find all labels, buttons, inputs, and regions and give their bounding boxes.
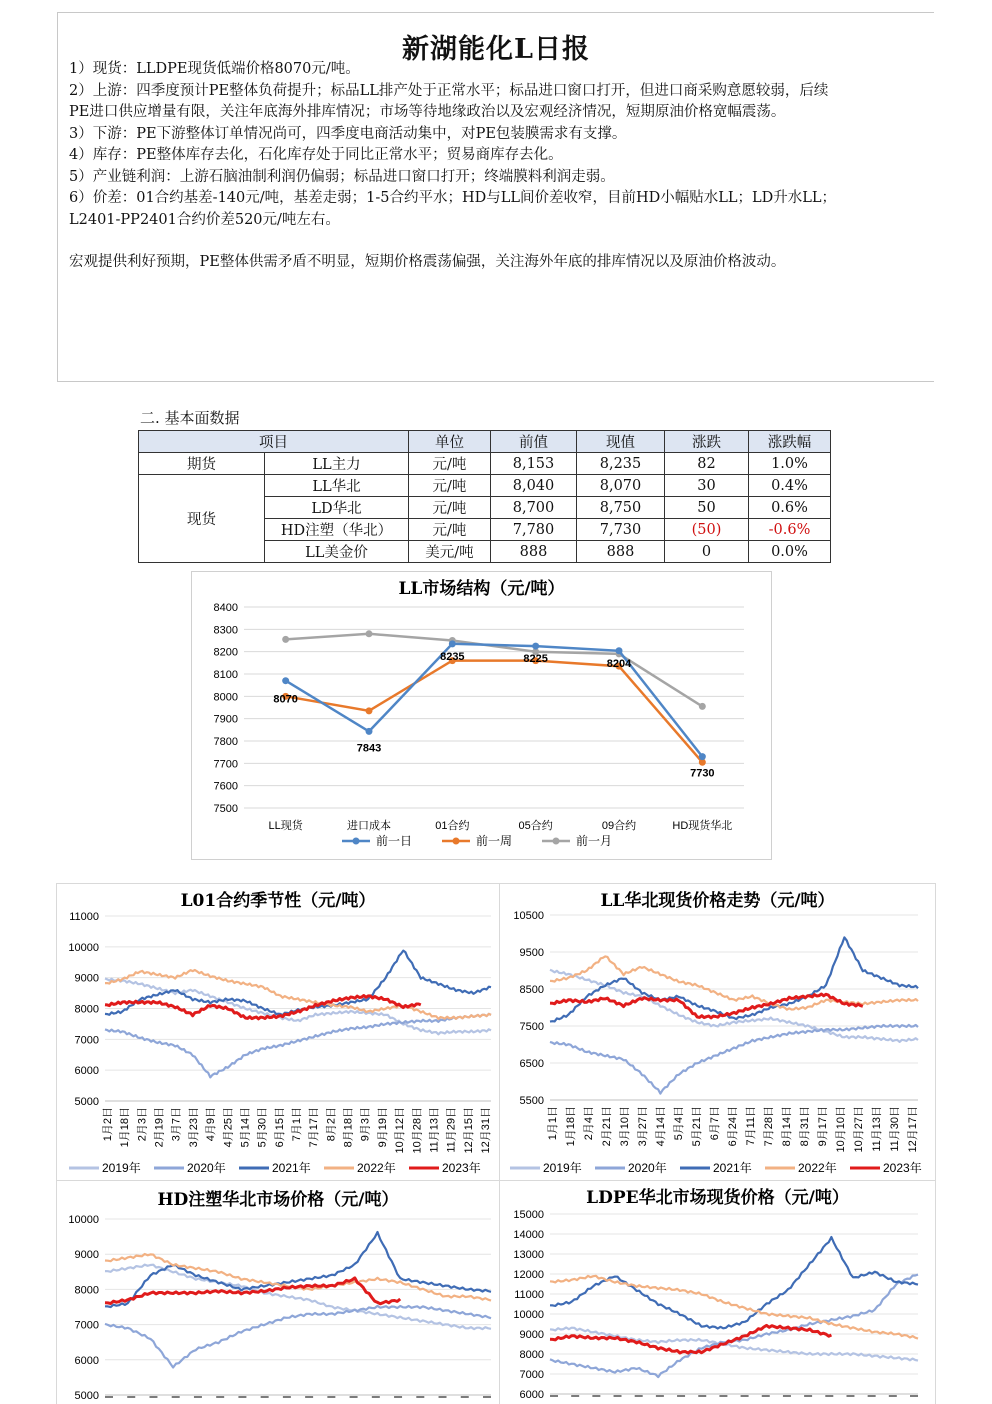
data-label: 7730 <box>690 767 715 780</box>
x-tick-label: 2月4日 <box>583 1106 595 1141</box>
y-tick-label: 10000 <box>68 1214 99 1226</box>
legend-label: 2022年 <box>357 1161 396 1175</box>
y-tick-label: 13000 <box>513 1249 544 1261</box>
x-tick-label: 05合约 <box>518 820 553 832</box>
x-tick-label: 11月29日 <box>445 1107 458 1153</box>
x-tick-label: 1月2日 <box>102 1107 114 1142</box>
y-tick-label: 9000 <box>74 1249 99 1262</box>
legend-label: 2021年 <box>272 1161 311 1175</box>
table-header-row <box>139 431 831 453</box>
y-tick-label: 8100 <box>213 669 238 681</box>
x-tick-label: 7月1日 <box>291 1107 303 1142</box>
series-line <box>550 956 918 1009</box>
x-tick-label: 7月11日 <box>745 1106 757 1146</box>
x-tick-label: 5月30日 <box>256 1107 269 1148</box>
legend-marker <box>553 838 560 845</box>
data-label: 8070 <box>273 693 298 706</box>
x-tick-label: 1月1日 <box>547 1106 559 1141</box>
report-line: 2）上游：四季度预计PE整体负荷提升；标品LL排产处于正常水平；标品进口窗口打开，但进口商采购意愿较弱，后续 <box>69 83 829 99</box>
y-tick-label: 8000 <box>519 1349 544 1361</box>
x-tick-label: 7月17日 <box>308 1107 321 1148</box>
legend-label: 2021年 <box>713 1161 752 1175</box>
group-futures: 期货 <box>139 453 265 475</box>
y-tick-label: 8400 <box>213 602 238 614</box>
row-curr: 7,730 <box>577 519 665 541</box>
x-tick-label: HD现货华北 <box>672 820 733 832</box>
group-spot: 现货 <box>139 475 265 563</box>
x-tick-label: 1月18日 <box>565 1106 577 1147</box>
x-tick-label: 4月14日 <box>655 1106 667 1147</box>
row-curr: 8,750 <box>577 497 665 519</box>
y-tick-label: 15000 <box>513 1209 544 1221</box>
data-point <box>449 640 456 647</box>
x-tick-label: 9月3日 <box>359 1107 372 1142</box>
data-point <box>532 643 539 650</box>
x-tick-label: 7月28日 <box>763 1106 775 1147</box>
legend-label: 2022年 <box>798 1161 837 1175</box>
row-unit: 元/吨 <box>409 475 491 497</box>
y-tick-label: 5500 <box>519 1095 544 1107</box>
x-tick-label: 1月18日 <box>119 1107 132 1148</box>
series-line <box>105 1014 491 1078</box>
table-row <box>139 453 831 475</box>
report-line: 宏观提供利好预期，PE整体供需矛盾不明显，短期价格震荡偏强，关注海外年底的排库情况以及原油价格波动。 <box>69 254 786 270</box>
data-point <box>366 630 373 637</box>
y-tick-label: 7800 <box>213 736 238 748</box>
data-point <box>282 677 289 684</box>
report-line: 4）库存：PE整体库存去化，石化库存处于同比正常水平；贸易商库存去化。 <box>69 147 563 163</box>
report-summary-box <box>57 12 934 382</box>
x-tick-label: 10月27日 <box>853 1106 865 1153</box>
ldpe-north-spot-price-chart <box>499 1180 936 1404</box>
legend-label: 前一月 <box>576 834 613 848</box>
x-tick-label: 12月15日 <box>462 1107 475 1154</box>
chart-title: HD注塑华北市场价格（元/吨） <box>157 1190 399 1210</box>
x-tick-label: 3月10日 <box>619 1106 631 1147</box>
header-prev: 前值 <box>491 431 577 453</box>
x-tick-label: 8月14日 <box>781 1106 793 1147</box>
data-point <box>699 753 706 760</box>
row-pct: 1.0% <box>749 453 831 475</box>
section-title: 二. 基本面数据 <box>140 409 240 427</box>
x-tick-label: 6月24日 <box>727 1106 739 1147</box>
table-row <box>139 475 831 497</box>
y-tick-label: 7000 <box>74 1034 99 1047</box>
header-chg: 涨跌 <box>665 431 749 453</box>
legend-label: 前一日 <box>376 834 413 848</box>
x-tick-label: 11月30日 <box>889 1106 901 1152</box>
row-name: LL华北 <box>265 475 409 497</box>
report-line: PE进口供应增量有限，关注年底海外排库情况；市场等待地缘政治以及宏观经济情况，短期原油价格宽幅震荡。 <box>69 104 786 120</box>
y-tick-label: 9000 <box>74 972 99 985</box>
y-tick-label: 8000 <box>74 1003 99 1016</box>
y-tick-label: 8200 <box>213 646 238 659</box>
row-curr: 8,235 <box>577 453 665 475</box>
legend-label: 2020年 <box>187 1161 226 1175</box>
y-tick-label: 7000 <box>74 1319 99 1332</box>
legend-label: 2020年 <box>628 1161 667 1175</box>
series-line <box>105 1306 491 1368</box>
chart-title: LDPE华北市场现货价格（元/吨） <box>586 1188 849 1208</box>
series-line <box>105 1278 400 1304</box>
row-name: LL美金价 <box>265 541 409 563</box>
x-tick-label: 8月18日 <box>342 1107 355 1148</box>
x-tick-label: 10月12日 <box>394 1107 407 1154</box>
y-tick-label: 7500 <box>519 1021 544 1033</box>
report-line: 3）下游：PE下游整体订单情况尚可，四季度电商活动集中，对PE包装膜需求有支撑。 <box>69 126 627 142</box>
report-line: L2401-PP2401合约价差520元/吨左右。 <box>69 212 340 228</box>
y-tick-label: 5000 <box>74 1096 99 1108</box>
chart-title: LL华北现货价格走势（元/吨） <box>600 891 835 911</box>
legend-label: 2023年 <box>442 1161 481 1175</box>
row-curr: 888 <box>577 541 665 563</box>
series-line <box>105 979 491 1035</box>
row-unit: 元/吨 <box>409 453 491 475</box>
header-unit: 单位 <box>409 431 491 453</box>
x-tick-label: 4月25日 <box>222 1107 235 1148</box>
row-name: LL主力 <box>265 453 409 475</box>
data-point <box>366 728 373 735</box>
row-pct: -0.6% <box>749 519 831 541</box>
ll-north-spot-trend-chart <box>499 883 936 1181</box>
row-chg: 30 <box>665 475 749 497</box>
legend-label: 2019年 <box>543 1161 582 1175</box>
legend-marker <box>353 838 360 845</box>
y-tick-label: 8300 <box>213 624 238 637</box>
row-prev: 7,780 <box>491 519 577 541</box>
y-tick-label: 12000 <box>513 1269 544 1281</box>
series-line <box>550 1237 918 1329</box>
data-point <box>616 647 623 654</box>
chart-title: LL市场结构（元/吨） <box>398 579 565 599</box>
header-item: 项目 <box>139 431 409 453</box>
row-name: LD华北 <box>265 497 409 519</box>
y-tick-label: 7900 <box>213 713 238 726</box>
data-point <box>699 703 706 710</box>
y-tick-label: 14000 <box>513 1229 544 1241</box>
series-line <box>550 1025 918 1094</box>
data-label: 8235 <box>440 650 465 663</box>
x-tick-label: 3月27日 <box>637 1106 649 1147</box>
y-tick-label: 7700 <box>213 758 238 771</box>
x-tick-label: 进口成本 <box>347 820 391 832</box>
data-point <box>366 707 373 714</box>
row-prev: 8,700 <box>491 497 577 519</box>
row-chg: (50) <box>665 519 749 541</box>
x-tick-label: LL现货 <box>268 820 303 832</box>
chart-svg <box>57 1181 499 1404</box>
x-tick-label: 4月9日 <box>205 1107 218 1142</box>
data-label: 8204 <box>606 657 632 670</box>
header-curr: 现值 <box>577 431 665 453</box>
x-tick-label: 8月2日 <box>325 1107 338 1142</box>
row-prev: 8,153 <box>491 453 577 475</box>
legend-marker <box>453 838 460 845</box>
y-tick-label: 6000 <box>74 1354 99 1367</box>
x-tick-label: 10月28日 <box>411 1107 424 1154</box>
y-tick-label: 6000 <box>74 1065 99 1078</box>
row-chg: 50 <box>665 497 749 519</box>
row-pct: 0.0% <box>749 541 831 563</box>
x-tick-label: 12月17日 <box>907 1106 919 1153</box>
x-tick-label: 2月21日 <box>601 1106 613 1147</box>
series-line <box>550 1276 918 1339</box>
row-unit: 元/吨 <box>409 497 491 519</box>
legend-label: 2023年 <box>883 1161 922 1175</box>
x-tick-label: 3月23日 <box>187 1107 200 1148</box>
data-label: 7843 <box>356 742 382 755</box>
series-line <box>105 1232 491 1307</box>
series-line <box>550 994 863 1018</box>
x-tick-label: 12月31日 <box>480 1107 492 1154</box>
y-tick-label: 7500 <box>213 803 238 815</box>
x-tick-label: 6月7日 <box>709 1106 721 1141</box>
y-tick-label: 11000 <box>69 911 99 923</box>
x-tick-label: 5月21日 <box>691 1106 703 1147</box>
x-tick-label: 9月19日 <box>376 1107 389 1148</box>
x-tick-label: 6月15日 <box>273 1107 286 1148</box>
y-tick-label: 9500 <box>519 947 544 959</box>
y-tick-label: 10500 <box>513 910 544 922</box>
y-tick-label: 10000 <box>68 941 99 954</box>
row-pct: 0.4% <box>749 475 831 497</box>
x-tick-label: 11月13日 <box>428 1107 441 1153</box>
row-prev: 888 <box>491 541 577 563</box>
y-tick-label: 5000 <box>74 1390 99 1402</box>
x-tick-label: 8月31日 <box>799 1106 811 1147</box>
x-tick-label: 3月7日 <box>170 1107 183 1142</box>
x-tick-label: 5月4日 <box>673 1106 685 1141</box>
row-curr: 8,070 <box>577 475 665 497</box>
x-tick-label: 11月13日 <box>871 1106 883 1152</box>
y-tick-label: 7000 <box>519 1369 544 1381</box>
series-line <box>105 1265 491 1330</box>
row-chg: 0 <box>665 541 749 563</box>
series-line <box>550 937 918 1021</box>
report-line: 6）价差：01合约基差-140元/吨，基差走弱；1-5合约平水；HD与LL间价差收窄，目前HD小幅贴水LL；LD升水LL； <box>69 190 837 206</box>
report-title: 新湖能化L日报 <box>402 34 590 65</box>
l01-seasonality-chart <box>56 883 500 1181</box>
report-line: 5）产业链利润：上游石脑油制利润仍偏弱；标品进口窗口打开；终端膜料利润走弱。 <box>69 169 615 185</box>
y-tick-label: 6000 <box>519 1389 544 1401</box>
x-tick-label: 9月17日 <box>817 1106 829 1147</box>
legend-label: 前一周 <box>476 834 513 848</box>
y-tick-label: 8000 <box>213 691 238 704</box>
chart-svg <box>500 884 935 1180</box>
series-line <box>550 1328 918 1361</box>
x-tick-label: 2月3日 <box>136 1107 149 1142</box>
chart-svg <box>192 572 771 859</box>
x-tick-label: 10月10日 <box>835 1106 847 1153</box>
data-point <box>282 636 289 643</box>
y-tick-label: 7600 <box>213 780 238 793</box>
y-tick-label: 8000 <box>74 1284 99 1297</box>
row-unit: 元/吨 <box>409 519 491 541</box>
y-tick-label: 8500 <box>519 984 544 996</box>
chart-title: L01合约季节性（元/吨） <box>180 891 376 911</box>
row-name: HD注塑（华北） <box>265 519 409 541</box>
row-chg: 82 <box>665 453 749 475</box>
fundamental-data-table <box>138 430 831 563</box>
hd-injection-north-price-chart <box>56 1180 500 1404</box>
row-pct: 0.6% <box>749 497 831 519</box>
chart-svg <box>57 884 499 1180</box>
ll-market-structure-chart <box>191 571 772 860</box>
x-tick-label: 01合约 <box>435 820 470 832</box>
data-label: 8225 <box>523 653 548 666</box>
y-tick-label: 9000 <box>519 1329 544 1341</box>
x-tick-label: 09合约 <box>601 820 637 832</box>
y-tick-label: 6500 <box>519 1058 544 1070</box>
y-tick-label: 11000 <box>514 1289 544 1301</box>
x-tick-label: 2月19日 <box>153 1107 166 1148</box>
report-line: 1）现货：LLDPE现货低端价格8070元/吨。 <box>69 61 360 77</box>
row-unit: 美元/吨 <box>409 541 491 563</box>
header-pct: 涨跌幅 <box>749 431 831 453</box>
chart-svg <box>500 1181 935 1404</box>
row-prev: 8,040 <box>491 475 577 497</box>
y-tick-label: 10000 <box>513 1309 544 1321</box>
x-tick-label: 5月14日 <box>239 1107 252 1148</box>
legend-label: 2019年 <box>102 1161 141 1175</box>
